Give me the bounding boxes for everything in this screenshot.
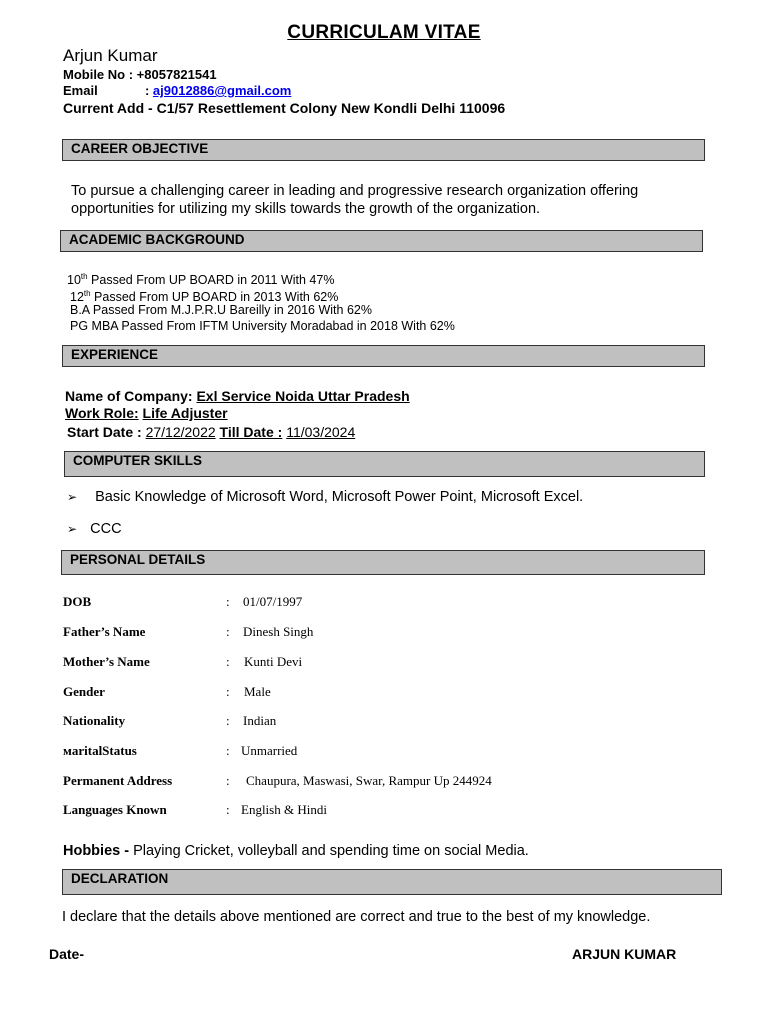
section-bar-career-objective [62, 139, 705, 161]
till-value: 11/03/2024 [286, 424, 356, 440]
academic-item: 12th Passed From UP BOARD in 2013 With 62% [70, 289, 339, 304]
skill-item: ➢ CCC [67, 521, 122, 537]
address-line: Current Add - C1/57 Resettlement Colony New Kondli Delhi 110096 [63, 100, 506, 116]
personal-value: 01/07/1997 [243, 594, 303, 609]
section-title-computer-skills: COMPUTER SKILLS [73, 453, 203, 468]
personal-value: Chaupura, Maswasi, Swar, Rampur Up 244924 [246, 773, 492, 788]
objective-line-1: To pursue a challenging career in leading and progressive research organization offering [71, 183, 639, 199]
personal-label: Languages Known [63, 802, 167, 817]
personal-label: Mother’s Name [63, 654, 150, 669]
arrow-bullet-icon: ➢ [67, 522, 78, 536]
section-bar-computer-skills [64, 451, 705, 477]
personal-colon: : [226, 713, 230, 728]
company-value: Exl Service Noida Uttar Pradesh [196, 388, 410, 404]
personal-colon: : [226, 773, 230, 788]
personal-value: Male [244, 684, 271, 699]
personal-value: Dinesh Singh [243, 624, 314, 639]
personal-label: ᴍaritalStatus [63, 743, 137, 758]
personal-colon: : [226, 684, 230, 699]
role-value: Life Adjuster [142, 405, 228, 421]
section-title-academic: ACADEMIC BACKGROUND [69, 232, 245, 247]
start-value: 27/12/2022 [145, 424, 216, 440]
personal-label: Father’s Name [63, 624, 146, 639]
personal-colon: : [226, 624, 230, 639]
academic-item: B.A Passed From M.J.P.R.U Bareilly in 2016 With 62% [70, 303, 372, 317]
section-bar-declaration [62, 869, 722, 895]
academic-item: 10th Passed From UP BOARD in 2011 With 47% [67, 272, 335, 287]
personal-label: Nationality [63, 713, 126, 728]
section-title-declaration: DECLARATION [71, 871, 169, 886]
till-label: Till Date : [219, 424, 283, 440]
section-title-career-objective: CAREER OBJECTIVE [71, 141, 209, 156]
personal-colon: : [226, 802, 230, 817]
candidate-name: Arjun Kumar [63, 46, 158, 65]
mobile-value: +8057821541 [136, 67, 217, 82]
arrow-bullet-icon: ➢ [67, 490, 78, 504]
document-title: CURRICULAM VITAE [287, 22, 481, 43]
role-label: Work Role: [65, 405, 139, 421]
personal-colon: : [226, 654, 230, 669]
company-label: Name of Company: [65, 388, 193, 404]
email-link[interactable]: aj9012886@gmail.com [152, 83, 292, 98]
dates-line [67, 424, 355, 440]
email-label: Email [63, 83, 98, 98]
personal-label: Gender [63, 684, 105, 699]
personal-value: Unmarried [241, 743, 298, 758]
start-label: Start Date : [67, 424, 142, 440]
personal-value: English & Hindi [241, 802, 327, 817]
email-colon: : [144, 83, 150, 98]
mobile-label: Mobile No : [63, 67, 134, 82]
academic-item: PG MBA Passed From IFTM University Moradabad in 2018 With 62% [70, 319, 455, 333]
skill-item: ➢ Basic Knowledge of Microsoft Word, Microsoft Power Point, Microsoft Excel. [67, 489, 584, 505]
declaration-text: I declare that the details above mentioned are correct and true to the best of my knowledge. [62, 909, 651, 925]
personal-value: Indian [243, 713, 277, 728]
role-line [65, 405, 228, 421]
section-bar-experience [62, 345, 705, 367]
date-label: Date- [49, 946, 85, 962]
company-line [65, 388, 410, 404]
personal-label: Permanent Address [63, 773, 173, 788]
mobile-line [63, 67, 217, 82]
personal-label: DOB [63, 594, 92, 609]
section-bar-personal-details [61, 550, 705, 575]
hobbies-label: Hobbies - [63, 843, 130, 859]
section-title-experience: EXPERIENCE [71, 347, 159, 362]
hobbies-value: Playing Cricket, volleyball and spending time on social Media. [129, 843, 529, 859]
personal-colon: : [226, 743, 230, 758]
section-bar-academic [60, 230, 703, 252]
personal-colon: : [226, 594, 230, 609]
hobbies-line [63, 843, 529, 859]
objective-line-2: opportunities for utilizing my skills towards the growth of the organization. [71, 201, 541, 217]
email-line [63, 83, 291, 98]
signature-name: ARJUN KUMAR [572, 946, 677, 962]
personal-value: Kunti Devi [244, 654, 303, 669]
section-title-personal-details: PERSONAL DETAILS [70, 552, 206, 567]
